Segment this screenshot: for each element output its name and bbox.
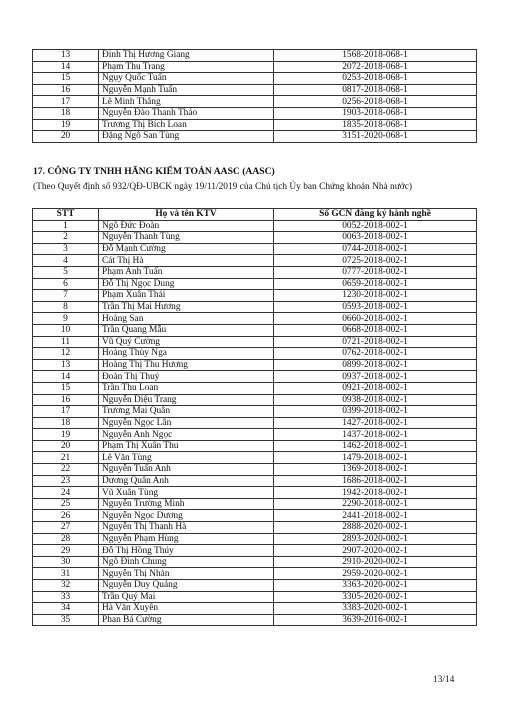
- table-row: [33, 464, 477, 476]
- table-row: [33, 266, 477, 278]
- cert-cell: 0253-2018-068-1: [274, 73, 477, 85]
- cert-cell: 0659-2018-002-1: [274, 278, 477, 290]
- stt-cell: 31: [33, 568, 99, 580]
- stt-cell: 28: [33, 533, 99, 545]
- stt-cell: 25: [33, 498, 99, 510]
- stt-cell: 15: [33, 73, 99, 85]
- cert-cell: 0777-2018-002-1: [274, 266, 477, 278]
- company-section-title: 17. CÔNG TY TNHH HÃNG KIỂM TOÁN AASC (AASC): [33, 166, 275, 177]
- name-cell: Đỗ Thị Ngọc Dung: [99, 278, 274, 290]
- stt-cell: 9: [33, 313, 99, 325]
- cert-cell: 0052-2018-002-1: [274, 220, 477, 232]
- cert-cell: 0938-2018-002-1: [274, 394, 477, 406]
- name-cell: Trần Thị Mai Hương: [99, 301, 274, 313]
- name-cell: Hà Văn Xuyên: [99, 603, 274, 615]
- table-row: [33, 73, 477, 85]
- name-cell: Nguyễn Thị Thanh Hà: [99, 522, 274, 534]
- cert-cell: 0899-2018-002-1: [274, 359, 477, 371]
- table-row: [33, 556, 477, 568]
- name-cell: Ngô Đình Chung: [99, 556, 274, 568]
- table-row: [33, 522, 477, 534]
- cert-cell: 1437-2018-002-1: [274, 429, 477, 441]
- stt-cell: 17: [33, 96, 99, 108]
- name-cell: Trương Thị Bích Loan: [99, 119, 274, 131]
- table-row: [33, 324, 477, 336]
- cert-cell: 1369-2018-002-1: [274, 464, 477, 476]
- name-cell: Dương Quân Anh: [99, 475, 274, 487]
- table-row: [33, 301, 477, 313]
- stt-cell: 8: [33, 301, 99, 313]
- stt-cell: 20: [33, 131, 99, 143]
- stt-cell: 6: [33, 278, 99, 290]
- stt-cell: 29: [33, 545, 99, 557]
- stt-cell: 13: [33, 359, 99, 371]
- stt-cell: 14: [33, 61, 99, 73]
- table-row: [33, 603, 477, 615]
- cert-cell: 0725-2018-002-1: [274, 255, 477, 267]
- name-cell: Vũ Xuân Tùng: [99, 487, 274, 499]
- cert-cell: 2888-2020-002-1: [274, 522, 477, 534]
- name-cell: Nguyễn Tuấn Anh: [99, 464, 274, 476]
- page-number: 13/14: [433, 675, 455, 685]
- auditor-table-continued: [32, 49, 477, 143]
- name-cell: Phạm Xuân Thái: [99, 290, 274, 302]
- cert-cell: 1462-2018-002-1: [274, 440, 477, 452]
- stt-cell: 2: [33, 232, 99, 244]
- cert-cell: 2907-2020-002-1: [274, 545, 477, 557]
- name-cell: Nguyễn Anh Ngọc: [99, 429, 274, 441]
- stt-cell: 7: [33, 290, 99, 302]
- name-cell: Hoàng Thị Thu Hương: [99, 359, 274, 371]
- stt-cell: 32: [33, 580, 99, 592]
- cert-cell: 0921-2018-002-1: [274, 382, 477, 394]
- stt-cell: 13: [33, 50, 99, 62]
- name-cell: Hoàng Thùy Nga: [99, 348, 274, 360]
- auditor-table-aasc: [32, 208, 477, 626]
- cert-cell: 2959-2020-002-1: [274, 568, 477, 580]
- stt-cell: 27: [33, 522, 99, 534]
- stt-cell: 16: [33, 394, 99, 406]
- cert-cell: 3383-2020-002-1: [274, 603, 477, 615]
- table-row: [33, 580, 477, 592]
- stt-cell: 23: [33, 475, 99, 487]
- cert-cell: 1903-2018-068-1: [274, 107, 477, 119]
- header-name: Họ và tên KTV: [99, 209, 274, 221]
- header-stt: STT: [33, 209, 99, 221]
- auditor-table-header: [33, 209, 477, 221]
- cert-cell: 1427-2018-002-1: [274, 417, 477, 429]
- name-cell: Nguyễn Thanh Tùng: [99, 232, 274, 244]
- stt-cell: 22: [33, 464, 99, 476]
- stt-cell: 19: [33, 429, 99, 441]
- table-row: [33, 359, 477, 371]
- cert-cell: 0063-2018-002-1: [274, 232, 477, 244]
- cert-cell: 2893-2020-002-1: [274, 533, 477, 545]
- name-cell: Phạm Thu Trang: [99, 61, 274, 73]
- auditor-table-continued-body: [33, 50, 477, 143]
- table-row: [33, 313, 477, 325]
- decision-reference: (Theo Quyết định số 932/QĐ-UBCK ngày 19/11/2019 của Chủ tịch Ủy ban Chứng khoán Nhà nước): [33, 182, 413, 192]
- table-row: [33, 475, 477, 487]
- header-cert: Số GCN đăng ký hành nghề: [274, 209, 477, 221]
- cert-cell: 2441-2018-002-1: [274, 510, 477, 522]
- auditor-table-aasc-body: [33, 220, 477, 626]
- stt-cell: 10: [33, 324, 99, 336]
- cert-cell: 0721-2018-002-1: [274, 336, 477, 348]
- name-cell: Lê Văn Tùng: [99, 452, 274, 464]
- table-row: [33, 406, 477, 418]
- table-row: [33, 429, 477, 441]
- cert-cell: 1568-2018-068-1: [274, 50, 477, 62]
- name-cell: Nguyễn Ngọc Lân: [99, 417, 274, 429]
- cert-cell: 0668-2018-002-1: [274, 324, 477, 336]
- table-row: [33, 220, 477, 232]
- stt-cell: 1: [33, 220, 99, 232]
- name-cell: Trần Thu Loan: [99, 382, 274, 394]
- table-row: [33, 84, 477, 96]
- table-row: [33, 371, 477, 383]
- name-cell: Nguyễn Trường Minh: [99, 498, 274, 510]
- table-row: [33, 278, 477, 290]
- name-cell: Phan Bá Cường: [99, 614, 274, 626]
- stt-cell: 20: [33, 440, 99, 452]
- table-row: [33, 487, 477, 499]
- table-row: [33, 348, 477, 360]
- cert-cell: 0593-2018-002-1: [274, 301, 477, 313]
- table-row: [33, 452, 477, 464]
- stt-cell: 12: [33, 348, 99, 360]
- cert-cell: 1835-2018-068-1: [274, 119, 477, 131]
- name-cell: Phạm Thị Xuân Thu: [99, 440, 274, 452]
- cert-cell: 1942-2018-002-1: [274, 487, 477, 499]
- cert-cell: 3305-2020-002-1: [274, 591, 477, 603]
- stt-cell: 14: [33, 371, 99, 383]
- cert-cell: 0817-2018-068-1: [274, 84, 477, 96]
- name-cell: Cát Thị Hà: [99, 255, 274, 267]
- cert-cell: 1230-2018-002-1: [274, 290, 477, 302]
- name-cell: Nguyễn Diệu Trang: [99, 394, 274, 406]
- table-row: [33, 591, 477, 603]
- name-cell: Đỗ Thị Hồng Thúy: [99, 545, 274, 557]
- name-cell: Đinh Thị Hương Giang: [99, 50, 274, 62]
- cert-cell: 1686-2018-002-1: [274, 475, 477, 487]
- table-row: [33, 382, 477, 394]
- name-cell: Trương Mai Quân: [99, 406, 274, 418]
- stt-cell: 15: [33, 382, 99, 394]
- cert-cell: 2910-2020-002-1: [274, 556, 477, 568]
- stt-cell: 33: [33, 591, 99, 603]
- cert-cell: 0399-2018-002-1: [274, 406, 477, 418]
- table-row: [33, 255, 477, 267]
- table-row: [33, 131, 477, 143]
- stt-cell: 19: [33, 119, 99, 131]
- table-row: [33, 61, 477, 73]
- stt-cell: 18: [33, 417, 99, 429]
- table-row: [33, 510, 477, 522]
- table-row: [33, 290, 477, 302]
- name-cell: Đặng Ngô San Tùng: [99, 131, 274, 143]
- name-cell: Vũ Quý Cường: [99, 336, 274, 348]
- table-row: [33, 614, 477, 626]
- cert-cell: 2072-2018-068-1: [274, 61, 477, 73]
- name-cell: Trần Quý Mai: [99, 591, 274, 603]
- name-cell: Đỗ Mạnh Cường: [99, 243, 274, 255]
- stt-cell: 30: [33, 556, 99, 568]
- name-cell: Nguyễn Mạnh Tuấn: [99, 84, 274, 96]
- table-row: [33, 119, 477, 131]
- table-row: [33, 498, 477, 510]
- cert-cell: 1479-2018-002-1: [274, 452, 477, 464]
- name-cell: Ngụy Quốc Tuấn: [99, 73, 274, 85]
- table-row: [33, 440, 477, 452]
- table-row: [33, 545, 477, 557]
- stt-cell: 5: [33, 266, 99, 278]
- stt-cell: 26: [33, 510, 99, 522]
- stt-cell: 4: [33, 255, 99, 267]
- name-cell: Trần Quang Mẫu: [99, 324, 274, 336]
- table-row: [33, 232, 477, 244]
- table-row: [33, 533, 477, 545]
- header-row: [33, 209, 477, 221]
- stt-cell: 35: [33, 614, 99, 626]
- table-row: [33, 107, 477, 119]
- stt-cell: 16: [33, 84, 99, 96]
- table-row: [33, 243, 477, 255]
- cert-cell: 3639-2016-002-1: [274, 614, 477, 626]
- table-row: [33, 96, 477, 108]
- name-cell: Phạm Anh Tuấn: [99, 266, 274, 278]
- cert-cell: 0744-2018-002-1: [274, 243, 477, 255]
- stt-cell: 21: [33, 452, 99, 464]
- cert-cell: 0762-2018-002-1: [274, 348, 477, 360]
- cert-cell: 0660-2018-002-1: [274, 313, 477, 325]
- name-cell: Nguyễn Ngọc Dương: [99, 510, 274, 522]
- table-row: [33, 568, 477, 580]
- table-row: [33, 50, 477, 62]
- name-cell: Nguyễn Phạm Hùng: [99, 533, 274, 545]
- cert-cell: 3363-2020-002-1: [274, 580, 477, 592]
- stt-cell: 18: [33, 107, 99, 119]
- name-cell: Đoàn Thị Thuý: [99, 371, 274, 383]
- table-row: [33, 417, 477, 429]
- table-row: [33, 336, 477, 348]
- table-row: [33, 394, 477, 406]
- stt-cell: 24: [33, 487, 99, 499]
- stt-cell: 11: [33, 336, 99, 348]
- name-cell: Nguyễn Thị Nhàn: [99, 568, 274, 580]
- cert-cell: 0256-2018-068-1: [274, 96, 477, 108]
- stt-cell: 34: [33, 603, 99, 615]
- name-cell: Hoàng San: [99, 313, 274, 325]
- cert-cell: 2290-2018-002-1: [274, 498, 477, 510]
- stt-cell: 17: [33, 406, 99, 418]
- name-cell: Nguyễn Duy Quảng: [99, 580, 274, 592]
- cert-cell: 0937-2018-002-1: [274, 371, 477, 383]
- stt-cell: 3: [33, 243, 99, 255]
- name-cell: Ngô Đức Đoàn: [99, 220, 274, 232]
- name-cell: Lê Minh Thắng: [99, 96, 274, 108]
- name-cell: Nguyễn Đào Thanh Thảo: [99, 107, 274, 119]
- cert-cell: 3151-2020-068-1: [274, 131, 477, 143]
